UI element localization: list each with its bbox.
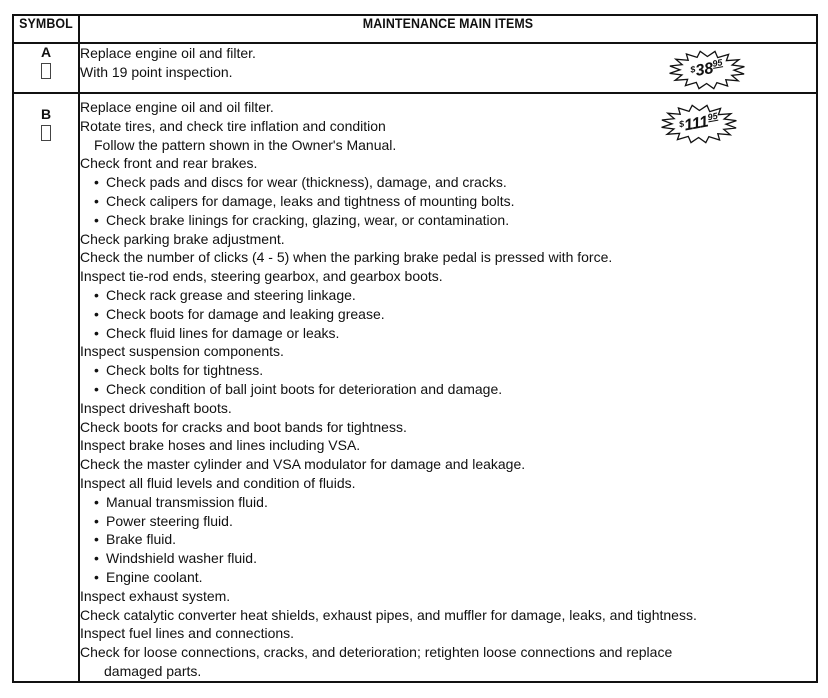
bullet-item [80,192,816,211]
item-line: Inspect tie-rod ends, steering gearbox, and gearbox boots. [80,268,443,285]
price-cents: 95 [706,110,719,123]
items-column-header [109,15,788,43]
bullet-item [80,305,816,324]
bullet-text: Check pads and discs for wear (thickness), damage, and cracks. [106,174,507,191]
bullet-text: Engine coolant. [106,568,203,585]
header-row [13,15,817,43]
bullet-item [80,549,816,568]
bullet-text: Windshield washer fluid. [106,550,257,567]
bullet-item [80,211,816,230]
bullet-icon: • [94,493,99,510]
bullet-text: Manual transmission fluid. [106,493,268,510]
bullet-icon: • [94,211,99,228]
item-line: Inspect fuel lines and connections. [80,625,295,642]
item-line: Check for loose connections, cracks, and deterioration; retighten loose connections and replace [80,644,673,661]
checkbox-icon[interactable] [41,125,51,141]
bullet-text: Check bolts for tightness. [106,362,264,379]
item-line: Check the number of clicks (4 - 5) when the parking brake pedal is pressed with force. [80,249,613,266]
bullet-item [80,568,816,587]
item-note: Follow the pattern shown in the Owner's Manual. [94,136,397,153]
symbol-letter: B [40,106,52,122]
item-line: Inspect brake hoses and lines including VSA. [80,437,361,454]
price-currency: $ [678,118,685,130]
bullet-icon: • [94,531,99,548]
bullet-icon: • [94,380,99,397]
bullet-text: Brake fluid. [106,531,177,548]
bullet-text: Check fluid lines for damage or leaks. [106,324,340,341]
symbol-column-header [16,15,77,43]
bullet-icon: • [94,324,99,341]
item-line: Check the master cylinder and VSA modulator for damage and leakage. [80,456,526,473]
service-row-a [13,43,817,93]
symbol-cell-a [13,43,79,93]
bullet-text: Check brake linings for cracking, glazing, wear, or contamination. [106,211,510,228]
bullet-icon: • [94,286,99,303]
item-line: Check front and rear brakes. [80,155,258,172]
bullet-item [80,324,816,343]
symbol-cell-b [13,93,79,682]
item-line: Check catalytic converter heat shields, exhaust pipes, and muffler for damage, leaks, and tightness. [80,606,697,623]
symbol-header-label: SYMBOL [19,16,73,31]
bullet-icon: • [94,362,99,379]
service-row-b [13,93,817,682]
bullet-icon: • [94,550,99,567]
bullet-icon: • [94,174,99,191]
price-cents: 95 [711,57,724,69]
bullet-text: Check condition of ball joint boots for deterioration and damage. [106,380,503,397]
item-line: Rotate tires, and check tire inflation and condition [80,117,386,134]
item-line: Inspect suspension components. [80,343,284,360]
item-line: Inspect all fluid levels and condition of fluids. [80,474,356,491]
item-line: Inspect driveshaft boots. [80,399,232,416]
price-dollars: 38 [694,60,715,80]
bullet-item [80,493,816,512]
item-line: Inspect exhaust system. [80,587,231,604]
bullet-item [80,380,816,399]
item-line: Replace engine oil and oil filter. [80,99,274,115]
bullet-item [80,512,816,531]
items-cell-a [79,43,817,93]
price-currency: $ [689,64,697,75]
bullet-icon: • [94,568,99,585]
bullet-icon: • [94,305,99,322]
price-starburst-a [668,50,746,90]
item-line: Check boots for cracks and boot bands for tightness. [80,418,407,435]
price-starburst-b [660,104,738,144]
bullet-item [80,530,816,549]
bullet-text: Check boots for damage and leaking grease. [106,305,385,322]
items-header-label: MAINTENANCE MAIN ITEMS [362,16,534,31]
item-line: Replace engine oil and filter. [80,45,256,61]
price-dollars: 111 [682,113,710,135]
maintenance-table [12,14,818,683]
bullet-text: Check calipers for damage, leaks and tightness of mounting bolts. [106,192,515,209]
bullet-item [80,286,816,305]
item-list [80,98,816,681]
bullet-icon: • [94,192,99,209]
items-cell-b [79,93,817,682]
item-continuation: damaged parts. [104,662,202,679]
item-line: Check parking brake adjustment. [80,230,285,247]
bullet-icon: • [94,512,99,529]
bullet-item [80,361,816,380]
bullet-text: Check rack grease and steering linkage. [106,286,356,303]
checkbox-icon[interactable] [41,63,51,79]
symbol-letter: A [40,44,52,60]
item-line: With 19 point inspection. [80,63,233,80]
bullet-item [80,173,816,192]
bullet-text: Power steering fluid. [106,512,233,529]
